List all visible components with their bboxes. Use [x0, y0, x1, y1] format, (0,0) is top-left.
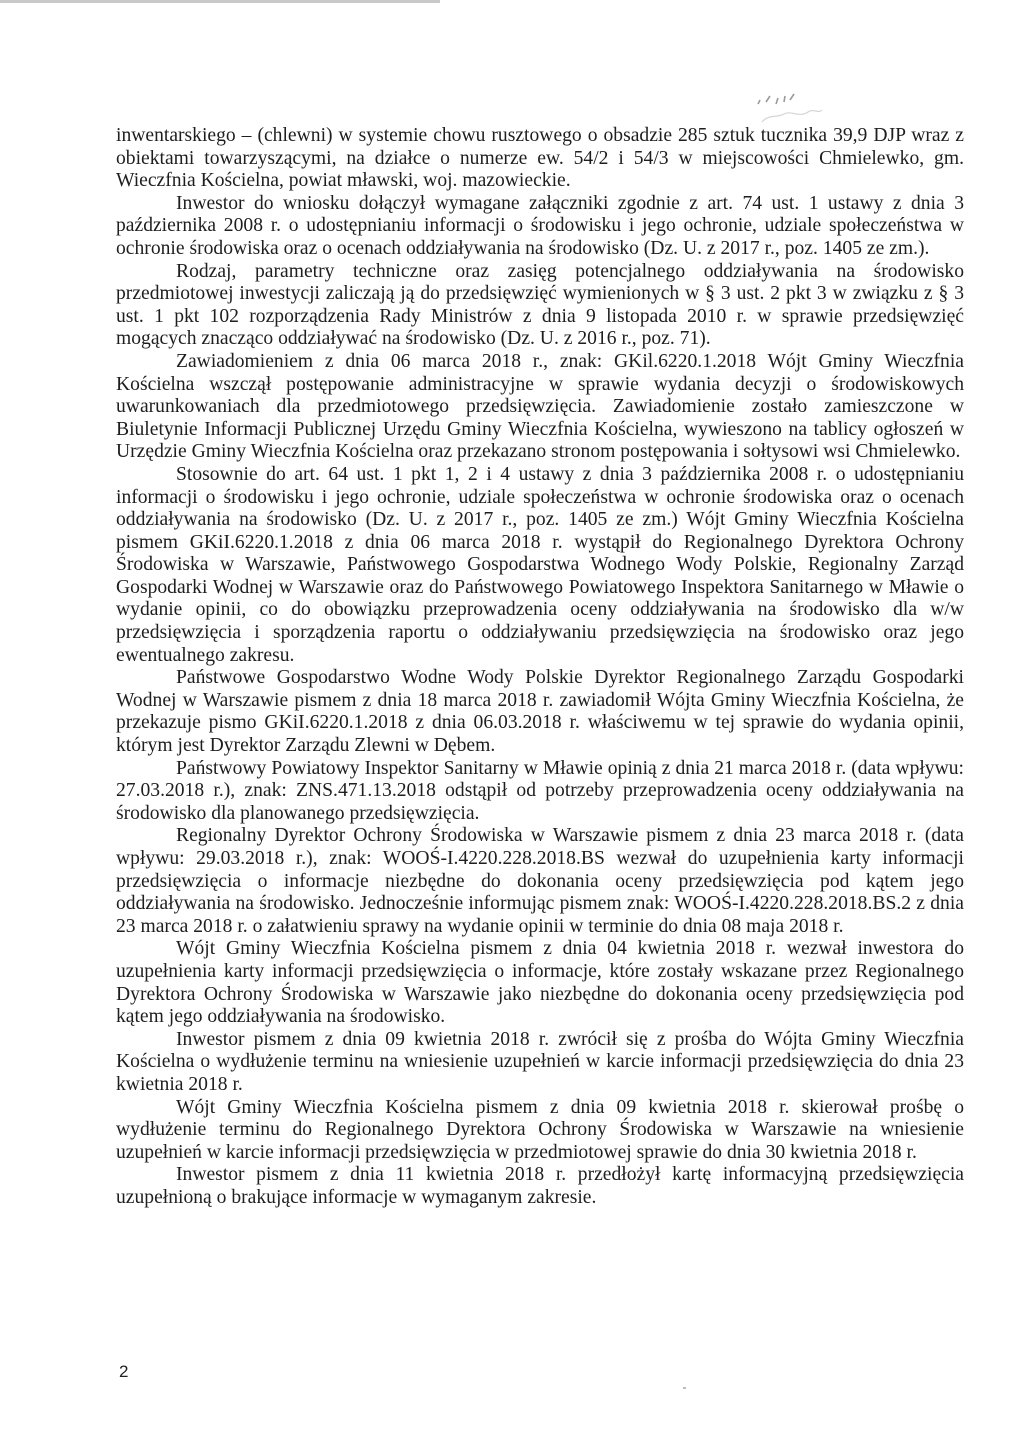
- page-number: 2: [119, 1362, 129, 1381]
- paragraph: Rodzaj, parametry techniczne oraz zasięg potencjalnego oddziaływania na środowisko przedmiotowej inwestycji zaliczają ją do przedsięwzięć wymienionych w § 3 ust. 2 pkt 3 w związku z § 3 ust. 1 pkt 102 rozporządzenia Rady Ministrów z dnia 9 listopada 2010 r. w sprawie przedsięwzięć mogących znacząco oddziaływać na środowisko (Dz. U. z 2016 r., poz. 71).: [116, 260, 964, 350]
- paragraph: Państwowe Gospodarstwo Wodne Wody Polskie Dyrektor Regionalnego Zarządu Gospodarki Wodnej w Warszawie pismem z dnia 18 marca 2018 r. zawiadomił Wójta Gminy Wieczfnia Kościelna, że przekazuje pismo GKiI.6220.1.2018 z dnia 06.03.2018 r. właściwemu w tej sprawie do wydania opinii, którym jest Dyrektor Zarządu Zlewni w Dębem.: [116, 667, 964, 757]
- paragraph: Inwestor do wniosku dołączył wymagane załączniki zgodnie z art. 74 ust. 1 ustawy z dnia 3 października 2008 r. o udostępnianiu informacji o środowisku i jego ochronie, udziale społeczeństwa w ochronie środowiska oraz o ocenach oddziaływania na środowisko (Dz. U. z 2017 r., poz. 1405 ze zm.).: [116, 192, 964, 259]
- faint-stamp-mark: [756, 88, 826, 130]
- scan-edge-line: [0, 0, 440, 3]
- paragraph: Regionalny Dyrektor Ochrony Środowiska w Warszawie pismem z dnia 23 marca 2018 r. (data wpływu: 29.03.2018 r.), znak: WOOŚ-I.4220.228.2018.BS wezwał do uzupełnienia karty informacji przedsięwzięcia o informacje niezbędne do dokonania oceny przedsięwzięcia pod kątem jego oddziaływania na środowisko. Jednocześnie informując pismem znak: WOOŚ-I.4220.228.2018.BS.2 z dnia 23 marca 2018 r. o załatwieniu sprawy na wydanie opinii w terminie do dnia 08 maja 2018 r.: [116, 825, 964, 937]
- paragraph: Wójt Gminy Wieczfnia Kościelna pismem z dnia 09 kwietnia 2018 r. skierował prośbę o wydłużenie terminu do Regionalnego Dyrektora Ochrony Środowiska w Warszawie na wniesienie uzupełnień w karcie informacji przedsięwzięcia w przedmiotowej sprawie do dnia 30 kwietnia 2018 r.: [116, 1096, 964, 1163]
- document-body: [116, 125, 964, 1210]
- paragraph: Inwestor pismem z dnia 09 kwietnia 2018 r. zwrócił się z prośba do Wójta Gminy Wieczfnia Kościelna o wydłużenie terminu na wniesienie uzupełnień w karcie informacji przedsięwzięcia do dnia 23 kwietnia 2018 r.: [116, 1028, 964, 1095]
- scan-speck: [683, 1387, 686, 1389]
- paragraph: Wójt Gminy Wieczfnia Kościelna pismem z dnia 04 kwietnia 2018 r. wezwał inwestora do uzupełnienia karty informacji przedsięwzięcia o informacje, które zostały wskazane przez Regionalnego Dyrektora Ochrony Środowiska w Warszawie jako niezbędne do dokonania oceny przedsięwzięcia pod kątem jego oddziaływania na środowisko.: [116, 938, 964, 1028]
- paragraph: Inwestor pismem z dnia 11 kwietnia 2018 r. przedłożył kartę informacyjną przedsięwzięcia uzupełnioną o brakujące informacje w wymaganym zakresie.: [116, 1164, 964, 1208]
- paragraph: Zawiadomieniem z dnia 06 marca 2018 r., znak: GKil.6220.1.2018 Wójt Gminy Wieczfnia Kościelna wszczął postępowanie administracyjne w sprawie wydania decyzji o środowiskowych uwarunkowaniach dla przedmiotowego przedsięwzięcia. Zawiadomienie zostało zamieszczone w Biuletynie Informacji Publicznej Urzędu Gminy Wieczfnia Kościelna, wywieszono na tablicy ogłoszeń w Urzędzie Gminy Wieczfnia Kościelna oraz przekazano stronom postępowania i sołtysowi wsi Chmielewko.: [116, 350, 964, 463]
- paragraph: Stosownie do art. 64 ust. 1 pkt 1, 2 i 4 ustawy z dnia 3 października 2008 r. o udostępnianiu informacji o środowisku i jego ochronie, udziale społeczeństwa w ochronie środowiska oraz o ocenach oddziaływania na środowisko (Dz. U. z 2017 r., poz. 1405 ze zm.) Wójt Gminy Wieczfnia Kościelna pismem GKiI.6220.1.2018 z dnia 06 marca 2018 r. wystąpił do Regionalnego Dyrektora Ochrony Środowiska w Warszawie, Państwowego Gospodarstwa Wodnego Wody Polskie, Regionalny Zarząd Gospodarki Wodnej w Warszawie oraz do Państwowego Powiatowego Inspektora Sanitarnego w Mławie o wydanie opinii, co do obowiązku przeprowadzenia oceny oddziaływania na środowisko dla w/w przedsięwzięcia i sporządzenia raportu o oddziaływaniu przedsięwzięcia na środowisko oraz jego ewentualnego zakresu.: [116, 463, 964, 666]
- paragraph: Państwowy Powiatowy Inspektor Sanitarny w Mławie opinią z dnia 21 marca 2018 r. (data wpływu: 27.03.2018 r.), znak: ZNS.471.13.2018 odstąpił od potrzeby przeprowadzenia oceny oddziaływania na środowisko dla planowanego przedsięwzięcia.: [116, 757, 964, 824]
- paragraph: inwentarskiego – (chlewni) w systemie chowu rusztowego o obsadzie 285 sztuk tucznika 39,9 DJP wraz z obiektami towarzyszącymi, na działce o numerze ew. 54/2 i 54/3 w miejscowości Chmielewko, gm. Wieczfnia Kościelna, powiat mławski, woj. mazowieckie.: [116, 125, 964, 192]
